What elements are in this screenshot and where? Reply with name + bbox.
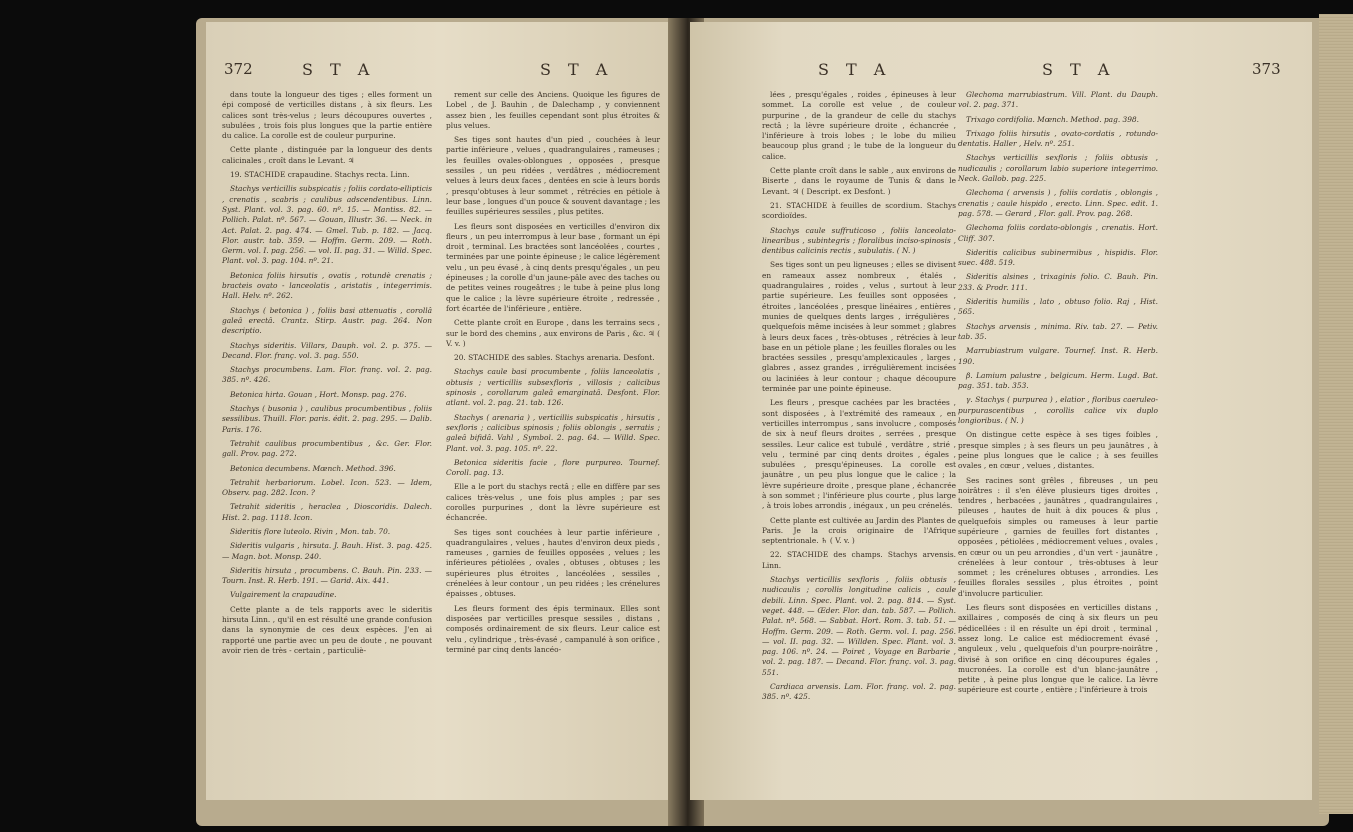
paragraph: dans toute la longueur des tiges ; elles forment un épi composé de verticilles distans , à six fleurs. Les calices sont très-velus ; leurs découpures ouvertes , subulées , trois fois plus longues que la partie entière du calice. La corolle est de couleur purpurine.: [222, 90, 432, 141]
paragraph: Cette plante croît en Europe , dans les terrains secs , sur le bord des chemins , aux environs de Paris , &c. ♃ ( V. v. ): [446, 318, 660, 348]
left-page-number: 372: [224, 60, 253, 78]
synonym: Sideritis hirsuta , procumbens. C. Bauh. Pin. 233. — Tourn. Inst. R. Herb. 191. — Garid. Aix. 441.: [222, 565, 432, 586]
paragraph: Ses racines sont grêles , fibreuses , un peu noirâtres : il s'en élève plusieurs tiges droites , tendres , herbacées , jaunâtres , quadrangulaires , pileuses , hautes de huit à dix pouces & plus , quelquefois simples ou rameuses à leur partie supérieure , garnies de feuilles fort distantes , opposées , pétiolées , médiocrement velues , ovales , en cœur ou un peu arrondies , d'un vert - jaunâtre , crénelées à leur contour , très-obtuses à leur sommet ; les crénelures obtuses , arrondies. Les feuilles florales sessiles , plus étroites , point d'involucre particulier.: [958, 475, 1158, 598]
paragraph: Les fleurs sont disposées en verticilles d'environ dix fleurs , un peu interrompus à leur base , formant un épi droit , terminal. Les bractées sont lancéolées , courtes , terminées par une pointe épineuse ; le calice légèrement velu , un peu évasé , à cinq dents presqu'égales , un peu épineuses ; la corolle d'un jaune-pâle avec des taches ou de petites veines rougeâtres ; le tube à peine plus long que le calice ; la lèvre supérieure étroite , redressée , fort écartée de l'inférieure , entière.: [446, 221, 660, 313]
right-running-head-1: S T A: [818, 60, 892, 79]
synonym: Marrubiastrum vulgare. Tournef. Inst. R. Herb. 190.: [958, 346, 1158, 366]
synonym: Stachys ( betonica ) , foliis basi attenuatis , corollâ galeâ erectâ. Crantz. Stirp. Austr. pag. 264. Non descriptio.: [222, 305, 432, 336]
synonym: Glechoma ( arvensis ) , foliis cordatis , oblongis , crenatis ; caule hispido , erecto. Linn. Spec. edit. 1. pag. 578. — Gerard , Flor. gall. Prov. pag. 268.: [958, 188, 1158, 218]
paragraph: Les fleurs , presque cachées par les bractées , sont disposées , à l'extrémité des rameaux , en verticilles interrompus , sans involucre , composés de six à neuf fleurs droites , serrées , presque sessiles. Leur calice est tubulé , verdâtre , strié , velu , terminé par cinq dents droites , égales , subulées , presqu'épineuses. La corolle est jaunâtre , un peu plus longue que le calice ; la lèvre supérieure droite , presque plane , échancrée à son sommet ; l'inférieure plus courte , plus large , à trois lobes arrondis , inégaux , un peu crénelés.: [762, 398, 956, 511]
paragraph: Cette plante croît dans le sable , aux environs de Biserte , dans le royaume de Tunis & dans le Levant. ♃ ( Descript. ex Desfont. ): [762, 166, 956, 196]
synonym: Stachys verticillis sexfloris , foliis obtusis , nudicaulis ; corollis longitudine calicis , caule debili. Linn. Spec. Plant. vol. 2. pag. 814. — Syst. veget. 448. — Œder. Flor. dan. tab. 587. — Pollich. Palat. nº. 568. — Sabbat. Hort. Rom. 3. tab. 51. — Hoffm. Germ. 209. — Roth. Germ. vol. I. pag. 256. — vol. II. pag. 32. — Willden. Spec. Plant. vol. 3. pag. 106. nº. 24. — Poiret , Voyage en Barbarie , vol. 2. pag. 187. — Decand. Flor. franç. vol. 3. pag. 551.: [762, 575, 956, 677]
paragraph: Les fleurs forment des épis terminaux. Elles sont disposées par verticilles presque sessiles , distans , composés ordinairement de six fleurs. Leur calice est velu , cylindrique , très-évasé , campanulé à son orifice , terminé par cinq dents lancéo-: [446, 603, 660, 654]
left-running-head-2: S T A: [540, 60, 614, 79]
synonym: Glechoma foliis cordato-oblongis , crenatis. Hort. Cliff. 307.: [958, 223, 1158, 243]
synonym: Betonica decumbens. Mœnch. Method. 396.: [230, 463, 396, 473]
paragraph: Ses tiges sont un peu ligneuses ; elles se divisent en rameaux assez nombreux , étalés , quadrangulaires , roides , velus , surtout à leur partie supérieure. Les feuilles sont opposées , étroites , lancéolées , presque linéaires , entières , munies de quelques dents larges , irrégulières , quelquefois même incisées à leur sommet ; glabres à leurs deux faces , très-obtuses , rétrécies à leur base en un pétiole plane ; les feuilles florales ou les bractées sessiles , presqu'amplexicaules , larges , glabres , assez grandes , irrégulièrement incisées ou laciniées à leur contour ; chaque découpure terminée par une pointe épineuse.: [762, 260, 956, 394]
synonym: Sideritis calicibus subinermibus , hispidis. Flor. suec. 488. 519.: [958, 247, 1158, 268]
paragraph: lées , presqu'égales , roides , épineuses à leur sommet. La corolle est velue , de couleur purpurine , de la grandeur de celle du stachys rectâ ; la lèvre supérieure droite , échancrée , l'inférieure à trois lobes ; le lobe du milieu beaucoup plus grand ; le tube de la longueur du calice.: [762, 90, 956, 161]
paragraph: Elle a le port du stachys rectâ ; elle en diffère par ses calices très-velus , une fois plus amples ; par ses corolles purpurines , dont la lèvre supérieure est échancrée.: [446, 482, 660, 523]
synonym: Stachys procumbens. Lam. Flor. franç. vol. 2. pag. 385. nº. 426.: [222, 365, 432, 385]
entry-heading: 20. STACHIDE des sables. Stachys arenaria. Desfont.: [454, 353, 655, 363]
synonym: Sideritis vulgaris , hirsuta. J. Bauh. Hist. 3. pag. 425. — Magn. bot. Monsp. 240.: [222, 541, 432, 561]
synonym: Tetrahit caulibus procumbentibus , &c. Ger. Flor. gall. Prov. pag. 272.: [222, 438, 432, 459]
right-page: [690, 22, 1312, 800]
synonym: Stachys verticillis sexfloris ; foliis obtusis , nudicaulis ; corollarum labio superiore integerrimo. Neck. Gallob. pag. 225.: [958, 153, 1158, 184]
variety: β. Lamium palustre , belgicum. Herm. Lugd. Bat. pag. 351. tab. 353.: [958, 370, 1158, 391]
paragraph: Cette plante a de tels rapports avec le sideritis hirsuta Linn. , qu'il en est résulté une grande confusion dans la synonymie de ces deux espèces. J'en ai rapporté une partie avec un peu de doute , ne pouvant avoir rien de très - certain , particuliè-: [222, 604, 432, 655]
paragraph: rement sur celle des Anciens. Quoique les figures de Lobel , de J. Bauhin , de Dalechamp , y conviennent assez bien , les feuilles cependant sont plus étroites & plus velues.: [446, 90, 660, 130]
paragraph: Ses tiges sont hautes d'un pied , couchées à leur partie inférieure , velues , quadrangulaires , rameuses ; les feuilles ovales-oblongues , opposées , presque sessiles , un peu ridées , verdâtres , médiocrement velues à leurs deux faces , dentées en scie à leurs bords , presqu'obtuses à leur sommet , rétrécies en pétiole à leur base , longues d'un pouce & souvent davantage ; les feuilles supérieures sessiles , plus petites.: [446, 135, 660, 217]
synonym: Stachys arvensis , minima. Riv. tab. 27. — Petiv. tab. 35.: [958, 321, 1158, 341]
synonym: Cardiaca arvensis. Lam. Flor. franç. vol. 2. pag. 385. nº. 425.: [762, 682, 956, 702]
synonym: Tetrahit sideritis , heraclea , Dioscoridis. Dalech. Hist. 2. pag. 1118. Icon.: [222, 502, 432, 522]
paragraph: Cette plante est cultivée au Jardin des Plantes de Paris. Je la crois originaire de l'Afrique septentrionale. ♄ ( V. v. ): [762, 515, 956, 546]
synonym: Stachys caule suffruticoso , foliis lanceolato-linearibus , subintegris ; floralibus inciso-spinosis , dentibus calicinis rectis , subulatis. ( N. ): [762, 225, 956, 256]
right-running-head-2: S T A: [1042, 60, 1116, 79]
left-column-2: [446, 90, 660, 659]
synonym: Stachys caule basi procumbente , foliis lanceolatis , obtusis ; verticillis subsexfloris , villosis ; calicibus spinosis , corollarum galeâ emarginatâ. Desfont. Flor. atlant. vol. 2. pag. 21. tab. 126.: [446, 367, 660, 408]
synonym: Trixago foliis hirsutis , ovato-cordatis , rotundo-dentatis. Haller , Helv. nº. 251.: [958, 128, 1158, 149]
synonym: Stachys sideritis. Villars, Dauph. vol. 2. p. 375. — Decand. Flor. franç. vol. 3. pag. 550.: [222, 340, 432, 360]
synonym: Stachys verticillis subspicatis ; foliis cordato-ellipticis , crenatis , scabris ; caulibus adscendentibus. Linn. Syst. Plant. vol. 3. pag. 60. nº. 15. — Mantiss. 82. — Pollich. Palat. nº. 567. — Gouan, Illustr. 36. — Neck. in Act. Palat. 2. pag. 474. — Gmel. Tub. p. 182. — Jacq. Flor. austr. tab. 359. — Hoffm. Germ. 209. — Roth. Germ. vol. I. pag. 256. — vol. II. pag. 31. — Willd. Spec. Plant. vol. 3. pag. 104. nº. 21.: [222, 184, 432, 266]
paragraph: On distingue cette espèce à ses tiges foibles , presque simples ; à ses fleurs un peu jaunâtres , à peine plus longues que le calice ; à ses feuilles ovales , en cœur , velues , distantes.: [958, 430, 1158, 471]
left-running-head-1: S T A: [302, 60, 376, 79]
left-page: [206, 22, 676, 800]
paragraph: Cette plante , distinguée par la longueur des dents calicinales , croît dans le Levant. ♃: [222, 145, 432, 165]
right-column-1: [762, 90, 956, 707]
vernacular-name: Vulgairement la crapaudine.: [230, 590, 337, 600]
paragraph: Ses tiges sont couchées à leur partie inférieure , quadrangulaires , velues , hautes d'environ deux pieds , rameuses , garnies de feuilles opposées , velues ; les inférieures pétiolées , ovales , obtuses , obtuses ; les supérieures plus étroites , lancéolées , sessiles , crénelées à leur contour , un peu ridées ; les crénelures épaisses , obtuses.: [446, 527, 660, 599]
paragraph: Les fleurs sont disposées en verticilles distans , axillaires , composés de cinq à six fleurs un peu pédicellées : il en résulte un épi droit , terminal , assez long. Le calice est médiocrement évasé , anguleux , velu , quelquefois d'un pourpre-noirâtre , divisé à son orifice en cinq découpures égales , mucronées. La corolle est d'un blanc-jaunâtre , petite , à peine plus longue que le calice. La lèvre supérieure est courte , entière ; l'inférieure à trois: [958, 603, 1158, 695]
synonym: Tetrahit herbariorum. Lobel. Icon. 523. — Idem, Observ. pag. 282. Icon. ?: [222, 477, 432, 498]
right-column-2: [958, 90, 1158, 700]
right-page-number: 373: [1252, 60, 1281, 78]
synonym: Sideritis flore luteolo. Rivin , Mon. tab. 70.: [230, 526, 391, 536]
left-column-1: [222, 90, 432, 660]
synonym: Sideritis humilis , lato , obtuso folio. Raj , Hist. 565.: [958, 297, 1158, 317]
synonym: Stachys ( arenaria ) , verticillis subspicatis , hirsutis , sexfloris ; calicibus spinosis ; foliis oblongis , serratis ; galeâ bifidâ. Vahl , Symbol. 2. pag. 64. — Willd. Spec. Plant. vol. 3. pag. 105. nº. 22.: [446, 412, 660, 453]
synonym: Trixago cordifolia. Mœnch. Method. pag. 398.: [966, 114, 1139, 124]
synonym: Betonica sideritis facie , flore purpureo. Tournef. Coroll. pag. 13.: [446, 457, 660, 478]
variety: γ. Stachys ( purpurea ) , elatior , floribus caeruleo-purpurascentibus , corollis calice vix duplo longioribus. ( N. ): [958, 395, 1158, 426]
synonym: Sideritis alsines , trixaginis folio. C. Bauh. Pin. 233. & Prodr. 111.: [958, 272, 1158, 292]
synonym: Betonica hirta. Gouan , Hort. Monsp. pag. 276.: [230, 389, 407, 399]
synonym: Betonica foliis hirsutis , ovatis , rotundè crenatis ; bracteis ovato - lanceolatis , aristatis , integerrimis. Hall. Helv. nº. 262.: [222, 270, 432, 301]
synonym: Stachys ( busonia ) , caulibus procumbentibus , foliis sessilibus. Thuill. Flor. paris. édit. 2. pag. 295. — Dalib. Paris. 176.: [222, 404, 432, 434]
page-edges: [1319, 14, 1353, 814]
entry-heading: 22. STACHIDE des champs. Stachys arvensis. Linn.: [762, 550, 956, 570]
synonym: Glechoma marrubiastrum. Vill. Plant. du Dauph. vol. 2. pag. 371.: [958, 90, 1158, 110]
entry-heading: 19. STACHIDE crapaudine. Stachys recta. Linn.: [230, 170, 410, 180]
entry-heading: 21. STACHIDE à feuilles de scordium. Stachys scordioïdes.: [762, 200, 956, 221]
